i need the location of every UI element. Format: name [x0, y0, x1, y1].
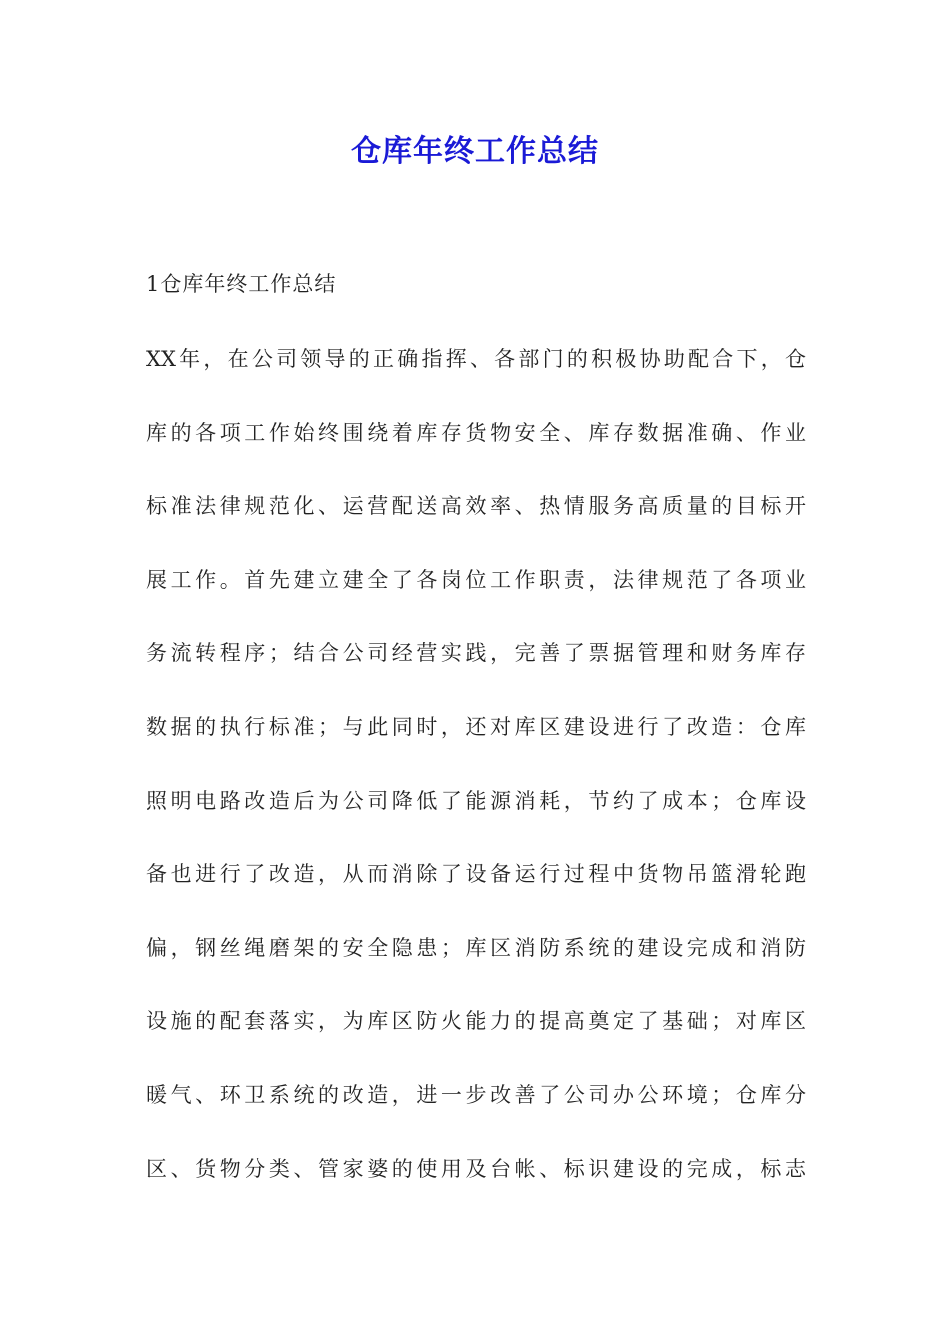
body-line: 务流转程序；结合公司经营实践，完善了票据管理和财务库存 — [146, 641, 806, 666]
document-title: 仓库年终工作总结 — [351, 134, 599, 169]
section-heading: 1仓库年终工作总结 — [146, 272, 337, 296]
body-line: 区、货物分类、管家婆的使用及台帐、标识建设的完成，标志 — [146, 1156, 806, 1181]
body-line: 偏，钢丝绳磨架的安全隐患；库区消防系统的建设完成和消防 — [146, 935, 806, 960]
body-line: 标准法律规范化、运营配送高效率、热情服务高质量的目标开 — [146, 494, 806, 519]
body-line: 库的各项工作始终围绕着库存货物安全、库存数据准确、作业 — [146, 420, 806, 445]
body-line: 数据的执行标准；与此同时，还对库区建设进行了改造：仓库 — [146, 714, 806, 739]
body-line: 展工作。首先建立建全了各岗位工作职责，法律规范了各项业 — [146, 567, 806, 592]
body-line: 备也进行了改造，从而消除了设备运行过程中货物吊篮滑轮跑 — [146, 862, 806, 887]
body-line: 暖气、环卫系统的改造，进一步改善了公司办公环境；仓库分 — [146, 1082, 806, 1107]
body-line: XX年，在公司领导的正确指挥、各部门的积极协助配合下，仓 — [146, 347, 806, 371]
body-paragraph — [146, 342, 806, 1225]
body-line: 照明电路改造后为公司降低了能源消耗，节约了成本；仓库设 — [146, 788, 806, 813]
body-line: 设施的配套落实，为库区防火能力的提高奠定了基础；对库区 — [146, 1009, 806, 1034]
